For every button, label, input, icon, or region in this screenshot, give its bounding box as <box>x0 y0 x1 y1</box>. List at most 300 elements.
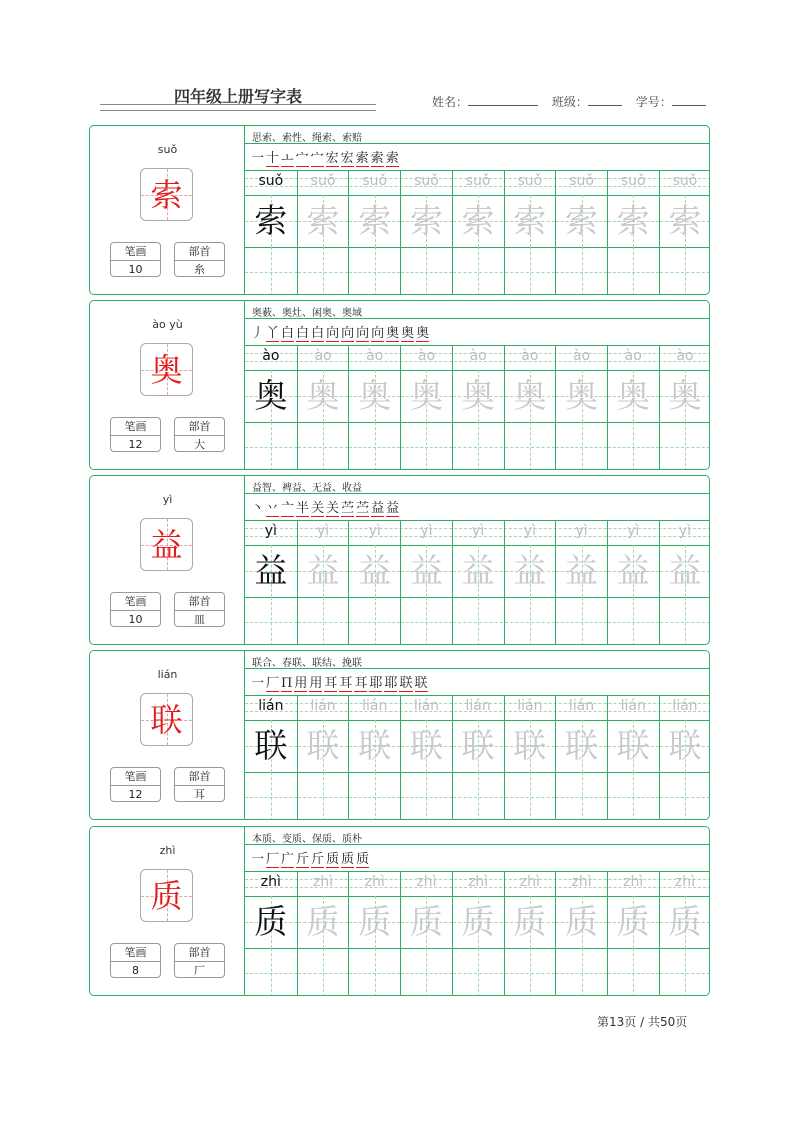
stroke-count-label: 笔画 <box>111 593 160 611</box>
pinyin-practice-cell[interactable]: zhì <box>400 871 452 896</box>
character-practice-cell[interactable] <box>607 195 659 247</box>
example-words: 思索、索性、绳索、索赔 <box>252 133 362 144</box>
blank-practice-cell[interactable] <box>607 422 659 470</box>
character-info-panel <box>90 827 245 995</box>
pinyin-practice-row <box>245 695 710 720</box>
practice-grid <box>245 126 710 294</box>
stroke-step: 向 <box>371 326 385 341</box>
stroke-count-value: 8 <box>132 964 139 977</box>
stroke-order <box>251 322 431 341</box>
pinyin-practice-cell[interactable]: zhì <box>504 871 556 896</box>
blank-practice-cell[interactable] <box>245 772 297 820</box>
pinyin-practice-cell[interactable]: lián <box>258 698 284 714</box>
stroke-step: 一 <box>251 676 265 691</box>
blank-practice-cell[interactable] <box>504 597 556 645</box>
character-display-box <box>140 168 193 221</box>
number-field[interactable] <box>636 93 706 110</box>
blank-practice-cell[interactable] <box>400 948 452 996</box>
practice-grid <box>245 827 710 995</box>
pinyin-practice-cell[interactable]: suǒ <box>607 170 659 195</box>
pinyin-practice-cell[interactable]: zhì <box>260 874 281 890</box>
character-practice-cell[interactable] <box>297 896 349 948</box>
pinyin-practice-cell[interactable]: zhì <box>348 871 400 896</box>
stroke-order <box>251 672 430 691</box>
pinyin-practice-row <box>245 170 710 195</box>
practice-character: 质 <box>358 902 392 941</box>
radical-value: 厂 <box>194 964 205 977</box>
character-practice-cell[interactable] <box>504 370 556 422</box>
character-practice-cell[interactable] <box>452 545 504 597</box>
stroke-step: 宀 <box>295 151 309 166</box>
stroke-step: 用 <box>294 676 308 691</box>
stroke-step: 关 <box>326 501 340 516</box>
radical-value: 耳 <box>194 788 205 801</box>
practice-character: 奥 <box>409 376 443 415</box>
blank-practice-cell[interactable] <box>245 247 297 295</box>
stroke-step: 丿 <box>251 326 265 341</box>
pinyin-practice-cell[interactable]: yì <box>297 520 349 545</box>
blank-practice-cell[interactable] <box>452 247 504 295</box>
character-practice-cell[interactable] <box>607 896 659 948</box>
blank-practice-cell[interactable] <box>555 597 607 645</box>
stroke-step: 厂 <box>266 676 280 691</box>
radical-box <box>174 767 225 802</box>
blank-practice-cell[interactable] <box>400 422 452 470</box>
radical-value: 大 <box>194 438 205 451</box>
stroke-step: 耳 <box>354 676 368 691</box>
blank-practice-cell[interactable] <box>297 247 349 295</box>
radical-value: 糸 <box>194 263 205 276</box>
stroke-step: 益 <box>371 501 385 516</box>
radical-value: 皿 <box>194 613 205 626</box>
practice-character: 索 <box>513 201 547 240</box>
character-display: 索 <box>150 176 183 214</box>
page-header <box>0 0 800 120</box>
practice-character: 联 <box>254 726 288 765</box>
example-words: 奥薮、奥灶、闲奥、奥域 <box>252 308 362 319</box>
character-practice-cell[interactable] <box>659 195 710 247</box>
character-practice-cell[interactable] <box>400 195 452 247</box>
stroke-step: 质 <box>356 852 370 867</box>
blank-practice-cell[interactable] <box>659 247 710 295</box>
name-blank[interactable] <box>468 93 538 106</box>
stroke-step: 联 <box>399 676 413 691</box>
character-card <box>89 650 710 820</box>
pinyin-practice-cell[interactable]: lián <box>297 695 349 720</box>
stroke-count-box <box>110 592 161 627</box>
pinyin-practice-cell[interactable]: lián <box>555 695 607 720</box>
stroke-order <box>251 497 401 516</box>
practice-character: 质 <box>616 902 650 941</box>
practice-character: 奥 <box>616 376 650 415</box>
blank-practice-cell[interactable] <box>245 597 297 645</box>
blank-practice-cell[interactable] <box>555 948 607 996</box>
blank-practice-cell[interactable] <box>400 597 452 645</box>
character-card <box>89 826 710 996</box>
stroke-step: 斤 <box>311 852 325 867</box>
pinyin-practice-cell[interactable]: ào <box>659 345 710 370</box>
stroke-step: 白 <box>311 326 325 341</box>
blank-practice-cell[interactable] <box>659 597 710 645</box>
practice-character: 益 <box>565 551 599 590</box>
blank-practice-row <box>245 247 710 295</box>
practice-character: 索 <box>565 201 599 240</box>
blank-practice-cell[interactable] <box>452 772 504 820</box>
character-practice-cell[interactable] <box>245 720 297 772</box>
character-practice-cell[interactable] <box>400 720 452 772</box>
practice-grid <box>245 301 710 469</box>
stroke-step: 白 <box>296 326 310 341</box>
character-practice-cell[interactable] <box>297 545 349 597</box>
stroke-step: 丷 <box>266 501 280 516</box>
example-words: 联合、春联、联结、挽联 <box>252 658 362 669</box>
pinyin-practice-cell[interactable]: zhì <box>555 871 607 896</box>
pinyin-practice-cell[interactable]: yì <box>452 520 504 545</box>
practice-character: 联 <box>668 726 702 765</box>
blank-practice-cell[interactable] <box>297 948 349 996</box>
pinyin-practice-cell[interactable]: yì <box>348 520 400 545</box>
stroke-step: 索 <box>370 151 384 166</box>
character-display: 联 <box>150 701 183 739</box>
pinyin-practice-cell[interactable]: lián <box>504 695 556 720</box>
pinyin-practice-cell[interactable]: yì <box>504 520 556 545</box>
number-blank[interactable] <box>672 93 706 106</box>
character-practice-cell[interactable] <box>348 720 400 772</box>
blank-practice-cell[interactable] <box>297 772 349 820</box>
character-practice-cell[interactable] <box>659 370 710 422</box>
blank-practice-cell[interactable] <box>607 247 659 295</box>
practice-character: 质 <box>306 902 340 941</box>
character-display-box <box>140 343 193 396</box>
stroke-count-value: 12 <box>128 438 143 451</box>
practice-character: 奥 <box>461 376 495 415</box>
character-practice-cell[interactable] <box>555 896 607 948</box>
pinyin-practice-cell[interactable]: suǒ <box>400 170 452 195</box>
pinyin-practice-cell[interactable]: lián <box>452 695 504 720</box>
name-field[interactable] <box>432 93 538 110</box>
character-practice-cell[interactable] <box>297 720 349 772</box>
stroke-step: 宏 <box>325 151 339 166</box>
stroke-step: 斤 <box>296 852 310 867</box>
stroke-step: 苎 <box>356 501 370 516</box>
character-practice-cell[interactable] <box>348 896 400 948</box>
character-practice-cell[interactable] <box>504 720 556 772</box>
practice-character: 益 <box>409 551 443 590</box>
character-practice-cell[interactable] <box>400 545 452 597</box>
blank-practice-cell[interactable] <box>348 948 400 996</box>
practice-character: 益 <box>513 551 547 590</box>
stroke-count-label: 笔画 <box>111 768 160 786</box>
stroke-step: 苎 <box>341 501 355 516</box>
blank-practice-row <box>245 948 710 996</box>
practice-grid <box>245 651 710 819</box>
radical-label: 部首 <box>175 768 224 786</box>
practice-character: 质 <box>668 902 702 941</box>
pinyin-practice-cell[interactable]: yì <box>659 520 710 545</box>
character-pinyin: lián <box>157 668 178 681</box>
pinyin-practice-cell[interactable]: suǒ <box>348 170 400 195</box>
page-number: 第13页 / 共50页 <box>597 1015 688 1029</box>
practice-character: 益 <box>668 551 702 590</box>
character-practice-cell[interactable] <box>245 370 297 422</box>
character-practice-cell[interactable] <box>452 195 504 247</box>
stroke-step: 一 <box>251 151 265 166</box>
practice-character: 质 <box>513 902 547 941</box>
class-label: 班级： <box>551 95 588 109</box>
pinyin-practice-cell[interactable]: suǒ <box>555 170 607 195</box>
pinyin-practice-cell[interactable]: ào <box>297 345 349 370</box>
practice-character: 质 <box>461 902 495 941</box>
stroke-step: 十 <box>266 151 280 166</box>
pinyin-practice-cell[interactable]: yì <box>264 523 277 539</box>
pinyin-practice-cell[interactable]: ào <box>262 348 280 364</box>
stroke-step: 宀 <box>310 151 324 166</box>
practice-character: 联 <box>306 726 340 765</box>
name-label: 姓名： <box>432 95 469 109</box>
character-practice-cell[interactable] <box>504 195 556 247</box>
stroke-count-value: 12 <box>128 788 143 801</box>
character-practice-cell[interactable] <box>607 545 659 597</box>
character-practice-row <box>245 195 710 247</box>
character-card <box>89 125 710 295</box>
blank-practice-cell[interactable] <box>348 247 400 295</box>
blank-practice-row <box>245 772 710 820</box>
character-practice-cell[interactable] <box>245 545 297 597</box>
practice-character: 索 <box>461 201 495 240</box>
blank-practice-row <box>245 597 710 645</box>
character-practice-cell[interactable] <box>297 195 349 247</box>
stroke-step: 索 <box>385 151 399 166</box>
pinyin-practice-cell[interactable]: lián <box>607 695 659 720</box>
practice-character: 联 <box>565 726 599 765</box>
radical-box <box>174 592 225 627</box>
stroke-order <box>251 147 401 166</box>
practice-character: 索 <box>358 201 392 240</box>
practice-character: 质 <box>565 902 599 941</box>
character-practice-cell[interactable] <box>452 370 504 422</box>
character-display-box <box>140 518 193 571</box>
character-display: 奥 <box>150 351 183 389</box>
character-display-box <box>140 693 193 746</box>
stroke-step: 耳 <box>324 676 338 691</box>
practice-character: 索 <box>254 201 288 240</box>
blank-practice-cell[interactable] <box>607 597 659 645</box>
stroke-step: ㅗ <box>281 151 294 166</box>
stroke-step: 用 <box>309 676 323 691</box>
pinyin-practice-cell[interactable]: zhì <box>297 871 349 896</box>
example-words: 益智、裨益、无益、收益 <box>252 483 362 494</box>
pinyin-practice-cell[interactable]: ào <box>607 345 659 370</box>
character-practice-cell[interactable] <box>348 545 400 597</box>
character-practice-cell[interactable] <box>659 545 710 597</box>
blank-practice-cell[interactable] <box>348 597 400 645</box>
character-display: 质 <box>150 877 183 915</box>
pinyin-practice-cell[interactable]: zhì <box>607 871 659 896</box>
stroke-count-label: 笔画 <box>111 418 160 436</box>
character-practice-cell[interactable] <box>400 370 452 422</box>
radical-box <box>174 943 225 978</box>
character-practice-cell[interactable] <box>504 896 556 948</box>
example-words: 本质、变质、保质、质朴 <box>252 834 362 845</box>
pinyin-practice-cell[interactable]: yì <box>400 520 452 545</box>
practice-character: 奥 <box>358 376 392 415</box>
blank-practice-cell[interactable] <box>348 422 400 470</box>
stroke-count-box <box>110 242 161 277</box>
practice-character: 索 <box>668 201 702 240</box>
blank-practice-cell[interactable] <box>659 948 710 996</box>
radical-label: 部首 <box>175 243 224 261</box>
pinyin-practice-cell[interactable]: suǒ <box>452 170 504 195</box>
pinyin-practice-row <box>245 520 710 545</box>
character-info-panel <box>90 476 245 644</box>
blank-practice-cell[interactable] <box>555 247 607 295</box>
stroke-count-label: 笔画 <box>111 243 160 261</box>
pinyin-practice-cell[interactable]: ào <box>400 345 452 370</box>
student-fields <box>432 93 716 110</box>
pinyin-practice-cell[interactable]: ào <box>555 345 607 370</box>
character-pinyin: suǒ <box>157 143 178 156</box>
character-practice-cell[interactable] <box>659 720 710 772</box>
pinyin-practice-row <box>245 871 710 896</box>
blank-practice-cell[interactable] <box>607 948 659 996</box>
stroke-step: 奥 <box>401 326 415 341</box>
practice-character: 奥 <box>668 376 702 415</box>
practice-character: 索 <box>306 201 340 240</box>
character-display-box <box>140 869 193 922</box>
stroke-step: 向 <box>341 326 355 341</box>
character-info-panel <box>90 301 245 469</box>
stroke-step: 半 <box>296 501 310 516</box>
class-field[interactable] <box>552 93 622 110</box>
title-underline <box>100 104 376 111</box>
character-practice-cell[interactable] <box>452 896 504 948</box>
character-practice-cell[interactable] <box>607 370 659 422</box>
character-practice-cell[interactable] <box>555 370 607 422</box>
character-practice-cell[interactable] <box>245 896 297 948</box>
character-practice-row <box>245 896 710 948</box>
blank-practice-cell[interactable] <box>659 422 710 470</box>
character-pinyin: zhì <box>159 844 176 857</box>
stroke-step: 质 <box>341 852 355 867</box>
practice-grid <box>245 476 710 644</box>
stroke-count-box <box>110 417 161 452</box>
character-practice-cell[interactable] <box>555 545 607 597</box>
character-card <box>89 300 710 470</box>
character-practice-cell[interactable] <box>245 195 297 247</box>
blank-practice-cell[interactable] <box>452 597 504 645</box>
character-practice-row <box>245 545 710 597</box>
blank-practice-cell[interactable] <box>245 422 297 470</box>
blank-practice-cell[interactable] <box>297 597 349 645</box>
page-title: 四年级上册写字表 <box>173 87 302 106</box>
stroke-count-label: 笔画 <box>111 944 160 962</box>
stroke-step: 白 <box>281 326 295 341</box>
blank-practice-cell[interactable] <box>607 772 659 820</box>
stroke-step: 联 <box>414 676 428 691</box>
pinyin-practice-cell[interactable]: lián <box>348 695 400 720</box>
practice-character: 联 <box>461 726 495 765</box>
pinyin-practice-cell[interactable]: suǒ <box>504 170 556 195</box>
stroke-count-value: 10 <box>128 263 143 276</box>
blank-practice-cell[interactable] <box>555 772 607 820</box>
stroke-step: 质 <box>326 852 340 867</box>
radical-label: 部首 <box>175 418 224 436</box>
character-practice-cell[interactable] <box>297 370 349 422</box>
character-practice-cell[interactable] <box>400 896 452 948</box>
pinyin-practice-cell[interactable]: suǒ <box>258 173 284 189</box>
blank-practice-cell[interactable] <box>504 772 556 820</box>
pinyin-practice-cell[interactable]: suǒ <box>297 170 349 195</box>
stroke-count-box <box>110 943 161 978</box>
practice-character: 质 <box>254 902 288 941</box>
character-practice-cell[interactable] <box>348 195 400 247</box>
blank-practice-cell[interactable] <box>504 247 556 295</box>
practice-character: 联 <box>616 726 650 765</box>
blank-practice-row <box>245 422 710 470</box>
stroke-step: 奥 <box>416 326 430 341</box>
radical-label: 部首 <box>175 593 224 611</box>
pinyin-practice-cell[interactable]: yì <box>555 520 607 545</box>
stroke-step: 向 <box>356 326 370 341</box>
pinyin-practice-cell[interactable]: ào <box>348 345 400 370</box>
character-practice-cell[interactable] <box>659 896 710 948</box>
practice-character: 奥 <box>565 376 599 415</box>
character-practice-cell[interactable] <box>555 195 607 247</box>
character-practice-cell[interactable] <box>555 720 607 772</box>
blank-practice-cell[interactable] <box>297 422 349 470</box>
practice-character: 益 <box>358 551 392 590</box>
pinyin-practice-cell[interactable]: zhì <box>452 871 504 896</box>
blank-practice-cell[interactable] <box>400 247 452 295</box>
pinyin-practice-cell[interactable]: lián <box>400 695 452 720</box>
stroke-step: 益 <box>386 501 400 516</box>
blank-practice-cell[interactable] <box>504 948 556 996</box>
pinyin-practice-cell[interactable]: lián <box>659 695 710 720</box>
character-card <box>89 475 710 645</box>
pinyin-practice-cell[interactable]: yì <box>607 520 659 545</box>
stroke-step: 耳 <box>339 676 353 691</box>
stroke-step: 关 <box>311 501 325 516</box>
blank-practice-cell[interactable] <box>400 772 452 820</box>
pinyin-practice-cell[interactable]: zhì <box>659 871 710 896</box>
character-practice-cell[interactable] <box>607 720 659 772</box>
pinyin-practice-cell[interactable]: ào <box>504 345 556 370</box>
stroke-step: 丶 <box>251 501 265 516</box>
blank-practice-cell[interactable] <box>452 422 504 470</box>
practice-character: 索 <box>616 201 650 240</box>
stroke-step: 耶 <box>369 676 383 691</box>
stroke-step: 一 <box>251 852 265 867</box>
stroke-step: 向 <box>326 326 340 341</box>
pinyin-practice-cell[interactable]: suǒ <box>659 170 710 195</box>
pinyin-practice-row <box>245 345 710 370</box>
blank-practice-cell[interactable] <box>452 948 504 996</box>
stroke-step: 丫 <box>266 326 280 341</box>
blank-practice-cell[interactable] <box>504 422 556 470</box>
blank-practice-cell[interactable] <box>245 948 297 996</box>
pinyin-practice-cell[interactable]: ào <box>452 345 504 370</box>
character-display: 益 <box>150 526 183 564</box>
character-practice-cell[interactable] <box>504 545 556 597</box>
blank-practice-cell[interactable] <box>659 772 710 820</box>
practice-character: 益 <box>254 551 288 590</box>
class-blank[interactable] <box>588 93 622 106</box>
blank-practice-cell[interactable] <box>555 422 607 470</box>
character-practice-cell[interactable] <box>348 370 400 422</box>
stroke-step: 亠 <box>281 501 295 516</box>
character-practice-cell[interactable] <box>452 720 504 772</box>
blank-practice-cell[interactable] <box>348 772 400 820</box>
